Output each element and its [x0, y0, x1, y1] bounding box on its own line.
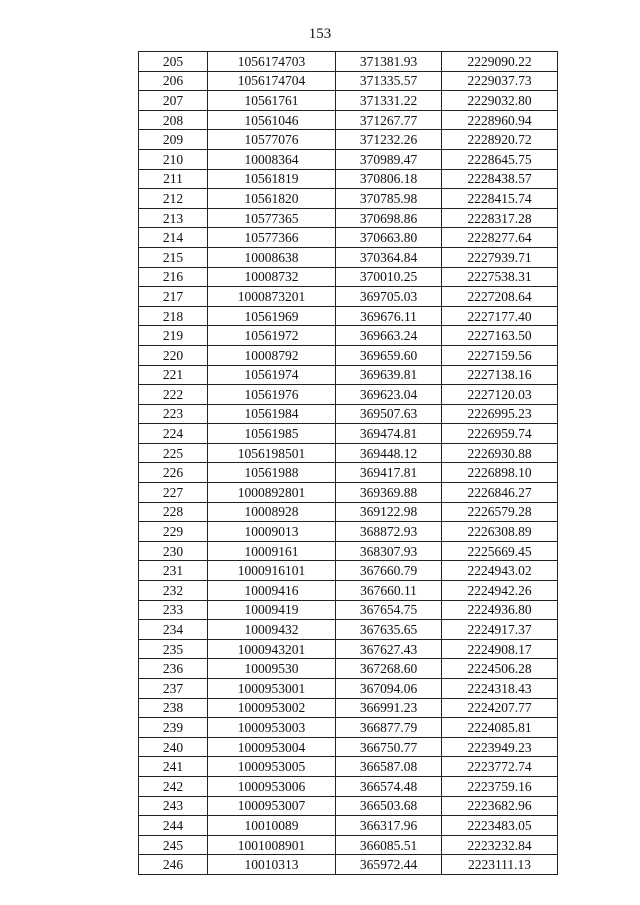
point-id-cell: 10008792: [208, 345, 336, 365]
point-id-cell: 10561972: [208, 326, 336, 346]
point-number-cell: 221: [139, 365, 208, 385]
point-number-cell: 237: [139, 679, 208, 699]
point-id-cell: 1000916101: [208, 561, 336, 581]
point-id-cell: 10009416: [208, 581, 336, 601]
x-coordinate-cell: 369663.24: [336, 326, 442, 346]
y-coordinate-cell: 2228277.64: [442, 228, 558, 248]
point-id-cell: 1001008901: [208, 835, 336, 855]
point-id-cell: 10577076: [208, 130, 336, 150]
x-coordinate-cell: 369448.12: [336, 443, 442, 463]
point-id-cell: 10561046: [208, 110, 336, 130]
table-row: [139, 345, 558, 365]
table-row: [139, 306, 558, 326]
y-coordinate-cell: 2223759.16: [442, 776, 558, 796]
point-number-cell: 239: [139, 718, 208, 738]
x-coordinate-cell: 366317.96: [336, 816, 442, 836]
point-number-cell: 205: [139, 52, 208, 72]
table-row: [139, 228, 558, 248]
point-id-cell: 1000943201: [208, 639, 336, 659]
point-number-cell: 240: [139, 737, 208, 757]
x-coordinate-cell: 365972.44: [336, 855, 442, 875]
point-id-cell: 10561985: [208, 424, 336, 444]
table-row: [139, 149, 558, 169]
table-row: [139, 816, 558, 836]
point-id-cell: 10009161: [208, 541, 336, 561]
y-coordinate-cell: 2226959.74: [442, 424, 558, 444]
point-number-cell: 224: [139, 424, 208, 444]
point-id-cell: 10010313: [208, 855, 336, 875]
table-row: [139, 365, 558, 385]
point-id-cell: 1000953005: [208, 757, 336, 777]
point-id-cell: 1000953001: [208, 679, 336, 699]
coordinates-table-body: [139, 52, 558, 875]
table-row: [139, 169, 558, 189]
page-number: 153: [308, 26, 332, 42]
y-coordinate-cell: 2228438.57: [442, 169, 558, 189]
point-number-cell: 215: [139, 247, 208, 267]
y-coordinate-cell: 2224917.37: [442, 620, 558, 640]
table-row: [139, 130, 558, 150]
x-coordinate-cell: 368872.93: [336, 522, 442, 542]
point-number-cell: 232: [139, 581, 208, 601]
point-id-cell: 10008732: [208, 267, 336, 287]
point-number-cell: 229: [139, 522, 208, 542]
point-number-cell: 220: [139, 345, 208, 365]
y-coordinate-cell: 2226846.27: [442, 483, 558, 503]
x-coordinate-cell: 370989.47: [336, 149, 442, 169]
x-coordinate-cell: 369705.03: [336, 287, 442, 307]
point-id-cell: 10009530: [208, 659, 336, 679]
point-id-cell: 1056174704: [208, 71, 336, 91]
point-id-cell: 1000953003: [208, 718, 336, 738]
x-coordinate-cell: 366877.79: [336, 718, 442, 738]
table-row: [139, 404, 558, 424]
table-row: [139, 855, 558, 875]
y-coordinate-cell: 2225669.45: [442, 541, 558, 561]
y-coordinate-cell: 2229090.22: [442, 52, 558, 72]
y-coordinate-cell: 2227177.40: [442, 306, 558, 326]
x-coordinate-cell: 371267.77: [336, 110, 442, 130]
y-coordinate-cell: 2223232.84: [442, 835, 558, 855]
table-row: [139, 502, 558, 522]
x-coordinate-cell: 369122.98: [336, 502, 442, 522]
table-row: [139, 267, 558, 287]
point-number-cell: 231: [139, 561, 208, 581]
y-coordinate-cell: 2227538.31: [442, 267, 558, 287]
point-id-cell: 10561974: [208, 365, 336, 385]
point-id-cell: 1000953002: [208, 698, 336, 718]
y-coordinate-cell: 2226308.89: [442, 522, 558, 542]
table-row: [139, 287, 558, 307]
point-id-cell: 1000873201: [208, 287, 336, 307]
point-number-cell: 208: [139, 110, 208, 130]
point-id-cell: 10561976: [208, 385, 336, 405]
point-id-cell: 10009432: [208, 620, 336, 640]
x-coordinate-cell: 369623.04: [336, 385, 442, 405]
point-number-cell: 234: [139, 620, 208, 640]
x-coordinate-cell: 366085.51: [336, 835, 442, 855]
point-id-cell: 10561820: [208, 189, 336, 209]
x-coordinate-cell: 371232.26: [336, 130, 442, 150]
x-coordinate-cell: 369676.11: [336, 306, 442, 326]
point-number-cell: 225: [139, 443, 208, 463]
point-number-cell: 230: [139, 541, 208, 561]
y-coordinate-cell: 2223682.96: [442, 796, 558, 816]
x-coordinate-cell: 367627.43: [336, 639, 442, 659]
y-coordinate-cell: 2227163.50: [442, 326, 558, 346]
x-coordinate-cell: 369417.81: [336, 463, 442, 483]
y-coordinate-cell: 2227159.56: [442, 345, 558, 365]
point-number-cell: 244: [139, 816, 208, 836]
x-coordinate-cell: 369507.63: [336, 404, 442, 424]
table-row: [139, 639, 558, 659]
point-number-cell: 236: [139, 659, 208, 679]
x-coordinate-cell: 370806.18: [336, 169, 442, 189]
table-row: [139, 561, 558, 581]
point-number-cell: 213: [139, 208, 208, 228]
point-number-cell: 235: [139, 639, 208, 659]
table-row: [139, 659, 558, 679]
point-number-cell: 214: [139, 228, 208, 248]
x-coordinate-cell: 369639.81: [336, 365, 442, 385]
y-coordinate-cell: 2226930.88: [442, 443, 558, 463]
x-coordinate-cell: 371335.57: [336, 71, 442, 91]
table-row: [139, 189, 558, 209]
point-id-cell: 10577366: [208, 228, 336, 248]
table-row: [139, 483, 558, 503]
point-id-cell: 10009419: [208, 600, 336, 620]
x-coordinate-cell: 366587.08: [336, 757, 442, 777]
point-number-cell: 241: [139, 757, 208, 777]
y-coordinate-cell: 2224318.43: [442, 679, 558, 699]
point-number-cell: 212: [139, 189, 208, 209]
point-id-cell: 10561761: [208, 91, 336, 111]
table-row: [139, 679, 558, 699]
point-number-cell: 242: [139, 776, 208, 796]
point-id-cell: 10010089: [208, 816, 336, 836]
x-coordinate-cell: 367660.11: [336, 581, 442, 601]
x-coordinate-cell: 369474.81: [336, 424, 442, 444]
point-number-cell: 227: [139, 483, 208, 503]
x-coordinate-cell: 367268.60: [336, 659, 442, 679]
table-row: [139, 424, 558, 444]
x-coordinate-cell: 370010.25: [336, 267, 442, 287]
table-row: [139, 796, 558, 816]
y-coordinate-cell: 2224943.02: [442, 561, 558, 581]
table-row: [139, 522, 558, 542]
y-coordinate-cell: 2228415.74: [442, 189, 558, 209]
point-number-cell: 226: [139, 463, 208, 483]
point-id-cell: 10009013: [208, 522, 336, 542]
point-number-cell: 223: [139, 404, 208, 424]
point-number-cell: 210: [139, 149, 208, 169]
x-coordinate-cell: 367660.79: [336, 561, 442, 581]
x-coordinate-cell: 366750.77: [336, 737, 442, 757]
point-id-cell: 10561988: [208, 463, 336, 483]
coordinates-table: [138, 51, 558, 875]
x-coordinate-cell: 367094.06: [336, 679, 442, 699]
point-id-cell: 1000953006: [208, 776, 336, 796]
x-coordinate-cell: 367635.65: [336, 620, 442, 640]
y-coordinate-cell: 2229037.73: [442, 71, 558, 91]
point-number-cell: 245: [139, 835, 208, 855]
x-coordinate-cell: 369369.88: [336, 483, 442, 503]
y-coordinate-cell: 2226579.28: [442, 502, 558, 522]
y-coordinate-cell: 2224506.28: [442, 659, 558, 679]
table-row: [139, 443, 558, 463]
point-number-cell: 216: [139, 267, 208, 287]
point-id-cell: 10561969: [208, 306, 336, 326]
y-coordinate-cell: 2228645.75: [442, 149, 558, 169]
y-coordinate-cell: 2226898.10: [442, 463, 558, 483]
table-row: [139, 247, 558, 267]
point-id-cell: 1000953007: [208, 796, 336, 816]
x-coordinate-cell: 370698.86: [336, 208, 442, 228]
table-row: [139, 757, 558, 777]
point-id-cell: 1000892801: [208, 483, 336, 503]
point-number-cell: 211: [139, 169, 208, 189]
x-coordinate-cell: 371381.93: [336, 52, 442, 72]
x-coordinate-cell: 370785.98: [336, 189, 442, 209]
x-coordinate-cell: 367654.75: [336, 600, 442, 620]
x-coordinate-cell: 368307.93: [336, 541, 442, 561]
table-row: [139, 776, 558, 796]
table-row: [139, 326, 558, 346]
point-number-cell: 217: [139, 287, 208, 307]
point-number-cell: 228: [139, 502, 208, 522]
point-id-cell: 1056198501: [208, 443, 336, 463]
y-coordinate-cell: 2224942.26: [442, 581, 558, 601]
table-row: [139, 718, 558, 738]
point-id-cell: 1056174703: [208, 52, 336, 72]
y-coordinate-cell: 2224085.81: [442, 718, 558, 738]
table-row: [139, 698, 558, 718]
point-number-cell: 246: [139, 855, 208, 875]
point-number-cell: 207: [139, 91, 208, 111]
y-coordinate-cell: 2223111.13: [442, 855, 558, 875]
y-coordinate-cell: 2227208.64: [442, 287, 558, 307]
point-id-cell: 10577365: [208, 208, 336, 228]
y-coordinate-cell: 2224936.80: [442, 600, 558, 620]
table-row: [139, 110, 558, 130]
point-number-cell: 238: [139, 698, 208, 718]
table-row: [139, 463, 558, 483]
y-coordinate-cell: 2226995.23: [442, 404, 558, 424]
y-coordinate-cell: 2228920.72: [442, 130, 558, 150]
point-id-cell: 10561819: [208, 169, 336, 189]
point-id-cell: 10008638: [208, 247, 336, 267]
table-row: [139, 91, 558, 111]
point-number-cell: 222: [139, 385, 208, 405]
y-coordinate-cell: 2224207.77: [442, 698, 558, 718]
y-coordinate-cell: 2223949.23: [442, 737, 558, 757]
x-coordinate-cell: 366574.48: [336, 776, 442, 796]
point-id-cell: 1000953004: [208, 737, 336, 757]
y-coordinate-cell: 2223772.74: [442, 757, 558, 777]
y-coordinate-cell: 2223483.05: [442, 816, 558, 836]
point-id-cell: 10008364: [208, 149, 336, 169]
point-number-cell: 209: [139, 130, 208, 150]
y-coordinate-cell: 2228960.94: [442, 110, 558, 130]
x-coordinate-cell: 366991.23: [336, 698, 442, 718]
y-coordinate-cell: 2227120.03: [442, 385, 558, 405]
table-row: [139, 385, 558, 405]
y-coordinate-cell: 2227939.71: [442, 247, 558, 267]
point-number-cell: 219: [139, 326, 208, 346]
x-coordinate-cell: 366503.68: [336, 796, 442, 816]
table-row: [139, 208, 558, 228]
table-row: [139, 737, 558, 757]
table-row: [139, 835, 558, 855]
x-coordinate-cell: 369659.60: [336, 345, 442, 365]
table-row: [139, 581, 558, 601]
point-id-cell: 10561984: [208, 404, 336, 424]
y-coordinate-cell: 2227138.16: [442, 365, 558, 385]
point-number-cell: 233: [139, 600, 208, 620]
point-number-cell: 206: [139, 71, 208, 91]
table-row: [139, 52, 558, 72]
table-row: [139, 600, 558, 620]
point-number-cell: 218: [139, 306, 208, 326]
y-coordinate-cell: 2228317.28: [442, 208, 558, 228]
x-coordinate-cell: 371331.22: [336, 91, 442, 111]
point-id-cell: 10008928: [208, 502, 336, 522]
point-number-cell: 243: [139, 796, 208, 816]
table-row: [139, 71, 558, 91]
y-coordinate-cell: 2224908.17: [442, 639, 558, 659]
y-coordinate-cell: 2229032.80: [442, 91, 558, 111]
table-row: [139, 541, 558, 561]
x-coordinate-cell: 370663.80: [336, 228, 442, 248]
x-coordinate-cell: 370364.84: [336, 247, 442, 267]
table-row: [139, 620, 558, 640]
